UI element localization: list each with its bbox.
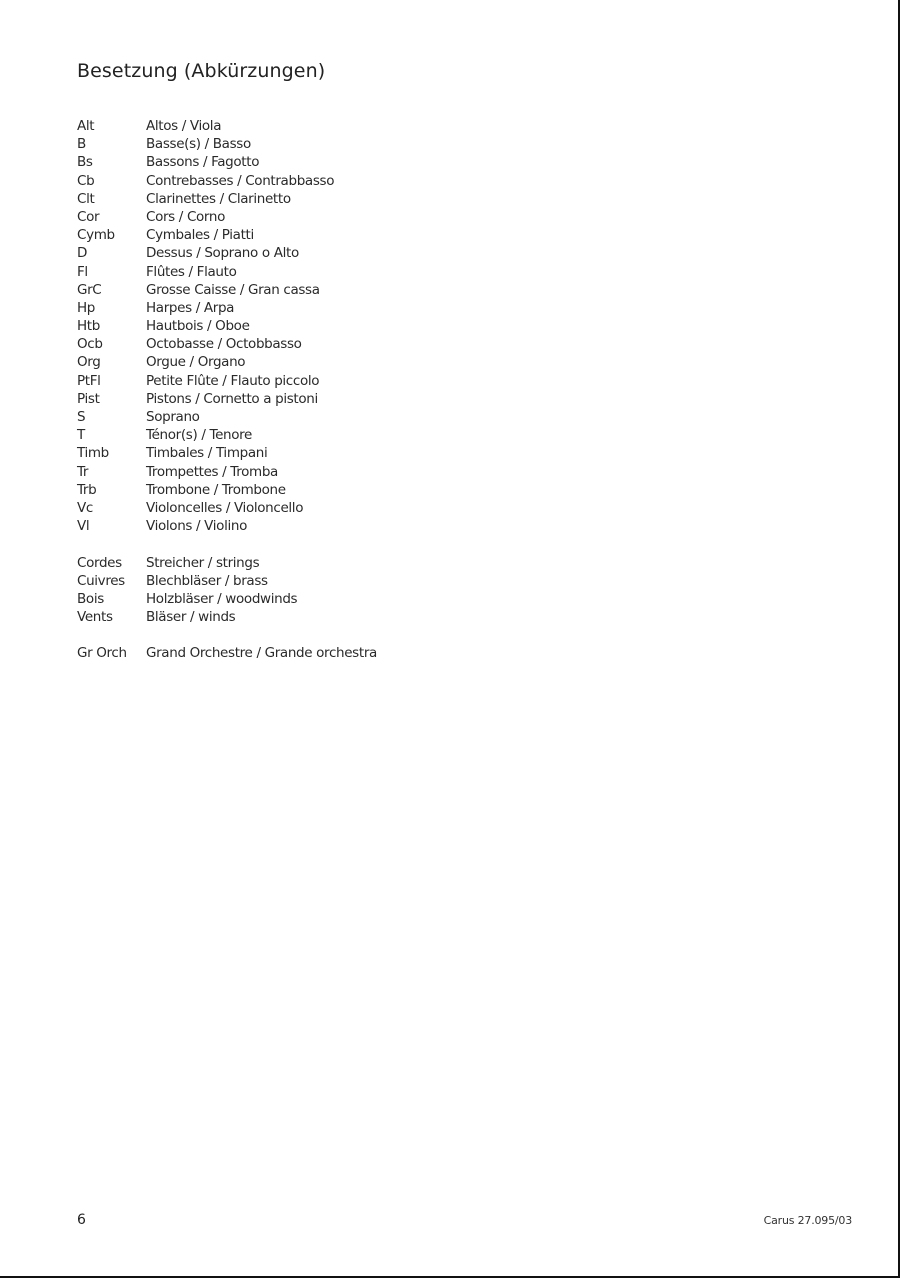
abbreviation-row	[77, 372, 377, 390]
abbreviation-row	[77, 226, 377, 244]
abbreviation-row	[77, 190, 377, 208]
instrument-name: Grand Orchestre / Grande orchestra	[146, 645, 377, 662]
abbreviation-row	[77, 608, 377, 626]
abbreviation-row	[77, 499, 377, 517]
abbreviation: Cor	[77, 208, 100, 225]
abbreviation-row	[77, 408, 377, 426]
abbreviation-row	[77, 554, 377, 572]
instrument-name: Cors / Corno	[146, 208, 226, 225]
abbreviation-row	[77, 481, 377, 499]
abbreviation-row	[77, 172, 377, 190]
instrument-name: Violons / Violino	[146, 518, 247, 535]
abbreviation-row	[77, 135, 377, 153]
abbreviation: Vl	[77, 518, 90, 535]
abbreviation-row	[77, 644, 377, 662]
abbreviation: Fl	[77, 263, 88, 280]
abbreviation: Org	[77, 354, 101, 371]
abbreviation: Vc	[77, 499, 93, 516]
abbreviation: B	[77, 136, 86, 153]
abbreviation-list	[77, 117, 377, 663]
abbreviation-row	[77, 390, 377, 408]
abbreviation-row	[77, 426, 377, 444]
abbreviation-row	[77, 444, 377, 462]
abbreviation: Tr	[77, 463, 89, 480]
abbreviation: Pist	[77, 390, 100, 407]
abbreviation-row	[77, 590, 377, 608]
instrument-name: Petite Flûte / Flauto piccolo	[146, 372, 320, 389]
abbreviation: Cb	[77, 172, 95, 189]
instrument-name: Flûtes / Flauto	[146, 263, 237, 280]
group-spacer	[77, 626, 377, 644]
instrument-name: Clarinettes / Clarinetto	[146, 190, 291, 207]
instrument-name: Blechbläser / brass	[146, 572, 268, 589]
instrument-name: Orgue / Organo	[146, 354, 246, 371]
abbreviation-row	[77, 244, 377, 262]
abbreviation: Hp	[77, 299, 96, 316]
abbreviation: T	[77, 427, 85, 444]
instrument-name: Contrebasses / Contrabbasso	[146, 172, 335, 189]
instrument-name: Trombone / Trombone	[146, 481, 286, 498]
abbreviation-row	[77, 153, 377, 171]
abbreviation: Bois	[77, 590, 104, 607]
group-spacer	[77, 535, 377, 553]
abbreviation: Cymb	[77, 227, 115, 244]
abbreviation: S	[77, 409, 86, 425]
page-number: 6	[77, 1212, 86, 1228]
abbreviation: Vents	[77, 609, 113, 626]
abbreviation-row	[77, 463, 377, 481]
catalog-number: Carus 27.095/03	[763, 1214, 852, 1227]
instrument-name: Basse(s) / Basso	[146, 136, 251, 153]
instrument-name: Holzbläser / woodwinds	[146, 590, 298, 607]
instrument-name: Bläser / winds	[146, 609, 236, 626]
instrument-name: Bassons / Fagotto	[146, 154, 260, 171]
abbreviation: Gr Orch	[77, 645, 127, 662]
abbreviation: Timb	[77, 445, 109, 462]
instrument-name: Violoncelles / Violoncello	[146, 499, 304, 516]
abbreviation: Trb	[77, 481, 97, 498]
instrument-name: Harpes / Arpa	[146, 299, 235, 316]
instrument-name: Trompettes / Tromba	[146, 463, 278, 480]
instrument-name: Ténor(s) / Tenore	[146, 427, 253, 444]
abbreviation: PtFl	[77, 372, 101, 389]
instrument-name: Altos / Viola	[146, 118, 222, 134]
abbreviation: Cordes	[77, 554, 122, 571]
instrument-name: Octobasse / Octobbasso	[146, 336, 302, 353]
abbreviation: Clt	[77, 190, 95, 207]
abbreviation-row	[77, 572, 377, 590]
abbreviation: Cuivres	[77, 572, 125, 589]
abbreviation: D	[77, 245, 88, 262]
abbreviation: Ocb	[77, 336, 103, 353]
abbreviation-row	[77, 299, 377, 317]
abbreviation-row	[77, 353, 377, 371]
instrument-name: Timbales / Timpani	[146, 445, 268, 462]
abbreviation: Alt	[77, 118, 95, 134]
abbreviation-row	[77, 281, 377, 299]
page-title: Besetzung (Abkürzungen)	[77, 60, 326, 82]
instrument-name: Soprano	[146, 409, 200, 425]
abbreviation: Bs	[77, 154, 93, 171]
instrument-name: Cymbales / Piatti	[146, 227, 254, 244]
instrument-name: Grosse Caisse / Gran cassa	[146, 281, 320, 298]
instrument-name: Pistons / Cornetto a pistoni	[146, 390, 318, 407]
abbreviation-row	[77, 335, 377, 353]
instrument-name: Dessus / Soprano o Alto	[146, 245, 299, 262]
abbreviation: GrC	[77, 281, 102, 298]
abbreviation-row	[77, 317, 377, 335]
abbreviation-row	[77, 517, 377, 535]
abbreviation-row	[77, 117, 377, 135]
abbreviation-row	[77, 263, 377, 281]
instrument-name: Streicher / strings	[146, 554, 260, 571]
abbreviation-row	[77, 208, 377, 226]
abbreviation: Htb	[77, 318, 100, 335]
instrument-name: Hautbois / Oboe	[146, 318, 250, 335]
